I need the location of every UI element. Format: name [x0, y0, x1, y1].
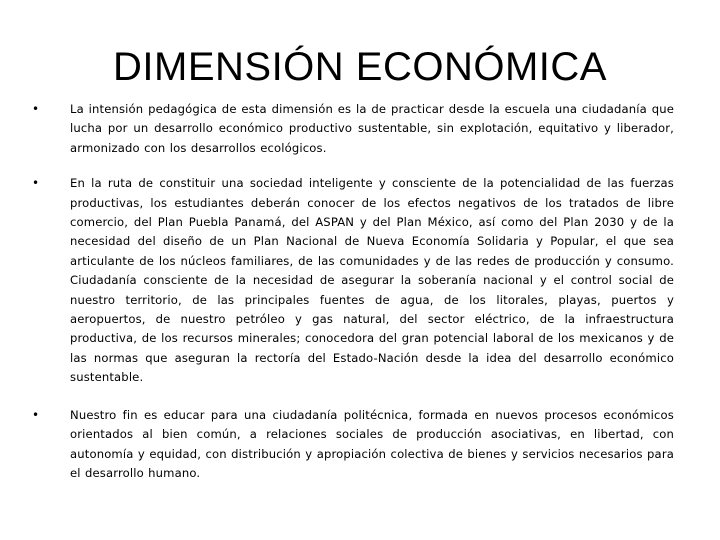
bullet-icon: • [32, 407, 40, 422]
bullet-icon: • [32, 102, 40, 116]
bullet-text: En la ruta de constituir una sociedad inteligente y consciente de la potencialidad de las fuerzas productivas, los estudiantes deberán conocer de los efectos negativos de los tratados de libre comercio, del Plan Puebla Panamá, del ASPAN y del Plan México, así como del Plan 2030 y de la necesidad del diseño de un Plan Nacional de Nueva Economía Solidaria y Popular, el que sea articulante de los núcleos familiares, de las comunidades y de las redes de producción y consumo. Ciudadanía consciente de la necesidad de asegurar la soberanía nacional y el control social de nuestro territorio, de las principales fuentes de agua, de los litorales, playas, puertos y aeropuertos, de nuestro petróleo y gas natural, del sector eléctrico, de la infraestructura productiva, de los recursos minerales; conocedora del gran potencial laboral de los mexicanos y de las normas que aseguran la rectoría del Estado-Nación desde la idea del desarrollo económico sustentable. [70, 176, 674, 385]
bullet-text: Nuestro fin es educar para una ciudadanía politécnica, formada en nuevos procesos económicos orientados al bien común, a relaciones sociales de producción asociativas, en libertad, con autonomía y equidad, con distribución y apropiación colectiva de bienes y servicios necesarios para el desarrollo humano. [70, 407, 674, 480]
bullet-list [30, 100, 674, 499]
list-item [30, 174, 674, 387]
list-item [30, 406, 674, 484]
page-title: DIMENSIÓN ECONÓMICA [113, 45, 607, 89]
bullet-text: La intensión pedagógica de esta dimensión es la de practicar desde la escuela una ciudadanía que lucha por un desarrollo económico productivo sustentable, sin explotación, equitativo y liberador, armonizado con los desarrollos ecológicos. [70, 102, 674, 155]
bullet-icon: • [32, 176, 40, 191]
list-item [30, 100, 674, 158]
